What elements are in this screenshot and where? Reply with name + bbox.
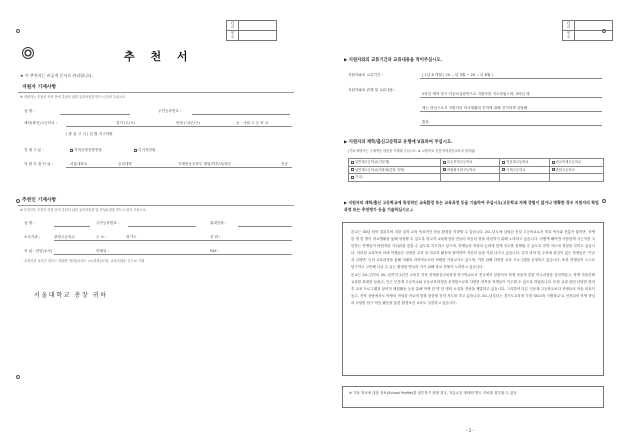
number-label-right: 번 호 bbox=[563, 30, 575, 40]
q1-title: ▶ 지원자와의 교류기간과 교류내용을 적어주십시오. bbox=[344, 58, 443, 63]
addressee-signature: 서울대학교 총장 귀하 bbox=[34, 292, 108, 299]
recommender-address-label: 주 소 : bbox=[96, 235, 107, 239]
checkbox-icon bbox=[552, 168, 555, 171]
q3-title: ▶ 지원자의 재학/출신 고등학교에 특징적인 교육환경 또는 교육과정 등을 기술하여 주십시오(고등학교 자체 경험이 없거나 명확한 경우 지원자의 학업과정 또는 추천평가 등을 기술하십시오.) bbox=[344, 200, 599, 212]
recommender-tel-label: 전 화 : bbox=[210, 235, 221, 239]
school-type-option[interactable] bbox=[549, 159, 603, 167]
number-value bbox=[239, 30, 277, 40]
apply-unit-university: 서울대학교 bbox=[70, 162, 88, 166]
school-type-option[interactable] bbox=[500, 159, 549, 167]
recommender-phone-field[interactable] bbox=[238, 226, 292, 227]
q1-period-underline bbox=[420, 78, 602, 79]
management-label: 관 리 bbox=[227, 21, 239, 31]
q1-relation-label: 지원자와의 관계 및 교류내용 : bbox=[348, 88, 396, 92]
applicant-school-type: 공 · 사립 고 등 학 교 bbox=[236, 121, 269, 125]
school-type-option[interactable] bbox=[349, 159, 441, 167]
recommender-section-divider bbox=[18, 205, 294, 206]
recommender-position: 직 위 : 담임(교사) bbox=[24, 249, 53, 253]
recommender-id-field[interactable] bbox=[128, 226, 196, 227]
binder-hole-top bbox=[16, 29, 20, 33]
recommender-name-label: 성 명 : bbox=[24, 221, 35, 225]
admission-option-special-label: 특기자전형 bbox=[138, 148, 156, 152]
checkbox-icon bbox=[502, 168, 505, 171]
applicant-school-field[interactable] bbox=[66, 126, 292, 127]
school-type-label: 외국어계고등학교 bbox=[555, 160, 582, 165]
management-label-right: 관 리 bbox=[563, 21, 575, 31]
recommender-id-label: 주민등록번호 : bbox=[96, 221, 120, 225]
school-type-label: 일반계고등학교(인문계) bbox=[355, 160, 390, 165]
applicant-section-note: ※ 지원자는 추천서 작성 전에 추천서 관련 유의사항을 반드시 읽어 주십시오. bbox=[20, 95, 127, 99]
applicant-graduation-row: ( 졸 업 고 시 ) 년 월 지구학원 bbox=[66, 132, 113, 136]
school-type-empty-cell bbox=[549, 174, 603, 182]
q1-relation-underline-2 bbox=[420, 111, 602, 112]
recommender-email-label: 이메일 : bbox=[96, 249, 109, 253]
number-label: 번 호 bbox=[227, 30, 239, 40]
school-type-option[interactable] bbox=[440, 166, 499, 174]
apply-unit-college: 공과대학 bbox=[118, 162, 132, 166]
q1-period-value[interactable]: ( 1년 8 개월 ( 20 -- 년 3월 ~ 20 -- 년 8월 ) bbox=[422, 73, 493, 77]
applicant-school-district: 안양 (시/군/구) bbox=[176, 121, 200, 125]
recommender-phone-label: 휴대전화 : bbox=[210, 221, 227, 225]
q2-subtitle: (기타 해당자는 구체적인 내용을 기재해 주십시오. ★ 교원학교 중점 학력관련교육과 참작됨) bbox=[348, 149, 476, 153]
checkbox-icon bbox=[443, 168, 446, 171]
apply-unit-label: 지 원 모 집 단 위 : bbox=[24, 162, 53, 166]
checkbox-icon bbox=[552, 161, 555, 164]
applicant-name-label: 성 명 : bbox=[24, 109, 35, 113]
binder-hole-bottom bbox=[16, 375, 20, 379]
checkbox-icon bbox=[502, 161, 505, 164]
checkbox-icon bbox=[70, 149, 73, 152]
q1-relation-line-1[interactable]: 2학년 재학 당시 이공과심화반으로 지원자를 지도하였으며, 3학년 때 bbox=[422, 92, 530, 96]
university-seal-logo bbox=[22, 47, 34, 59]
checkbox-icon bbox=[134, 149, 137, 152]
binder-hole-middle bbox=[16, 199, 20, 203]
applicant-school-label: 재학(출신)고등학교 : bbox=[24, 121, 57, 125]
recommender-org-value: 관양고등학교 bbox=[54, 235, 75, 239]
management-value-right bbox=[575, 21, 613, 31]
applicant-name-field[interactable] bbox=[60, 114, 130, 115]
document-title: 추 천 서 bbox=[124, 50, 194, 63]
school-type-label: 기 타 bbox=[355, 175, 363, 180]
q3-essay-box[interactable] bbox=[342, 222, 604, 376]
applicant-section-divider bbox=[18, 92, 294, 93]
recommender-section-title: 추천인 기재사항 bbox=[22, 198, 57, 203]
school-type-label: 일반계고등학교(자율형/중점 지역) bbox=[355, 167, 405, 172]
school-type-option[interactable] bbox=[549, 166, 603, 174]
school-type-checklist bbox=[348, 158, 604, 182]
q3-paragraph: 본교는 00년 남북 결과부에 의한 입학 교육 목표적인 학습 환경을 지향할 수 있습니다. 20--년도에 설립된 신설 고등학교로서 비록 역사와 전통은 짧지만, 학생 한 명 한 명이 학교생활을 통해 성장할 수 있도록 하고자 교육환경을 만들어 학습의 장을 마련하기 위해 노력하고 있습니다. 어떻게 해야만 사람답게 사는지를 고민하는 학생들이 바람직한 가치관을 갖출 수 있도록 지도하고 있으며, 학생들의 적성과 능력에 맞게 진로를 선택할 수 있도록 진학 지도에 정성을 다하고 있습니다. 이러한 교육목표 하에 학생들은 다양한 교과 및 비교과 활동에 참여하여 자신의 꿈을 키워 나가고 있습니다. 특히 과학 및 수학에 관심이 있는 학생들은 '이공과 심화반' 등의 교육과정을 통해 미래의 과학자로서의 역량을 키워나가고 있으며, 이를 위해 다양한 교육 프로그램을 운영하고 있습니다. 또한 학생들이 스스로 탐구하고 고민해 나갈 수 있는 환경을 만들어 가기 위해 학교 전체가 노력하고 있습니다. bbox=[351, 230, 595, 270]
management-number-box-right bbox=[562, 20, 613, 41]
school-type-option[interactable] bbox=[440, 159, 499, 167]
q1-relation-line-2[interactable]: 에는 담임으로서 지원자의 학교생활과 진학에 대해 진지하게 상담해 bbox=[422, 106, 528, 110]
q1-period-label: 지원자와의 교류기간 : bbox=[348, 73, 383, 77]
school-type-label: 국제고등학교 bbox=[506, 167, 526, 172]
school-type-option[interactable] bbox=[349, 166, 441, 174]
right-page bbox=[312, 0, 624, 441]
applicant-id-label: 주민등록번호 : bbox=[158, 109, 182, 113]
q3-paragraph: 본교는 20--년부터 20--년까지 2년간 교육부 지정 선택중심교육과정 연구학교로서 전국에서 앞장서서 학생 자율적 맞춤 이수과정을 실천하였고, 학생 자율선택 교과를 최대한 늘렸고, 인근 인문계 고등학교와 공동교육과정을 운영함으로써 다양한 과목을 학생들이 이수할 수 있도록 하였습니다. 또한 교과 관련 다양한 방과후 교육 프로그램과 창의적 체험활동 등을 통해 학생 한 명 한 명의 소질과 적성을 계발하고 있습니다. 그리하여 다른 인문계 고등학교보다 학생들의 학습 의욕이 높고, 진학 상담에서도 학생의 적성과 진로에 맞춘 맞춤형 진학 지도를 하고 있습니다. 20--년부터는 경기도교육청 지정 '00교육 시범학교'로 선정되어 학생 중심의 다양한 탐구 학습 활동을 통한 환경보전 교육도 실천하고 있습니다. bbox=[351, 272, 595, 305]
recommender-contact-field[interactable] bbox=[54, 254, 292, 255]
admission-option-special[interactable] bbox=[134, 148, 155, 152]
recommender-org-label: 소속기관 : bbox=[24, 235, 41, 239]
q1-relation-underline-3 bbox=[420, 125, 602, 126]
q1-relation-underline-1 bbox=[420, 97, 602, 98]
checkbox-icon bbox=[351, 161, 354, 164]
school-type-other-detail[interactable] bbox=[440, 174, 499, 182]
checkbox-icon bbox=[351, 176, 354, 179]
school-type-label: 전문계고등학교 bbox=[506, 160, 529, 165]
admission-option-regional[interactable] bbox=[70, 148, 102, 152]
school-type-label: 자립형사립고등학교 bbox=[446, 167, 476, 172]
binder-hole-middle-right bbox=[602, 199, 606, 203]
applicant-school-region: 경기 (도/시) bbox=[116, 121, 136, 125]
school-profile-note: ※ 기타 학교에 대한 정보(School Profile)를 첨부하기 원할 경우, 자유로운 형태의 별도 자료를 첨부할 수 있음 bbox=[342, 386, 604, 408]
school-type-empty-cell bbox=[500, 174, 549, 182]
apply-unit-field[interactable] bbox=[66, 167, 292, 168]
page-number: - 1 - bbox=[466, 428, 474, 433]
applicant-section-title: 지원자 기재사항 bbox=[22, 85, 57, 90]
admission-type-label: 전 형 구 분 : bbox=[24, 148, 44, 152]
apply-unit-department: 기계항공공학부 계열/학부/과/과군 bbox=[178, 162, 232, 166]
recommender-org-field[interactable] bbox=[54, 240, 292, 241]
recommender-fax-label: FAX : bbox=[210, 249, 220, 253]
recommender-address-value: 경기도 bbox=[126, 235, 137, 239]
school-type-option[interactable] bbox=[500, 166, 549, 174]
q1-relation-line-3[interactable]: 왔음. bbox=[422, 120, 431, 124]
checkbox-icon bbox=[443, 161, 446, 164]
admission-option-regional-label: 지역균형선발전형 bbox=[74, 148, 102, 152]
recommender-name-field[interactable] bbox=[54, 226, 90, 227]
school-type-label: 종합고등학교 bbox=[555, 167, 575, 172]
recommender-section-note: ※ 추천인은 추천서 작성 전에 추천서 관련 유의사항을 및 작성요령을 반드시 읽어 주십시오. bbox=[20, 208, 147, 212]
q2-title: ▶ 지원자의 재학/출신고등학교 유형에 V표하여 주십시오. bbox=[344, 140, 453, 145]
checkbox-icon bbox=[351, 168, 354, 171]
management-number-box bbox=[226, 20, 277, 41]
applicant-id-field[interactable] bbox=[192, 114, 290, 115]
recommender-footnote: - 추천인의 교사인 경우는 직위를 "담임(교사)", ○○부장(교사), 교사(인솔)" 등으로 기재 bbox=[22, 259, 145, 263]
school-type-label: 특수목적고등학교 bbox=[446, 160, 473, 165]
management-value bbox=[239, 21, 277, 31]
apply-unit-track: 전공 bbox=[281, 162, 288, 166]
school-type-option-other[interactable] bbox=[349, 174, 441, 182]
number-value-right bbox=[575, 30, 613, 40]
confidential-note: ★ 이 추천서는 비공개 문서로 관리됩니다. bbox=[20, 73, 94, 78]
